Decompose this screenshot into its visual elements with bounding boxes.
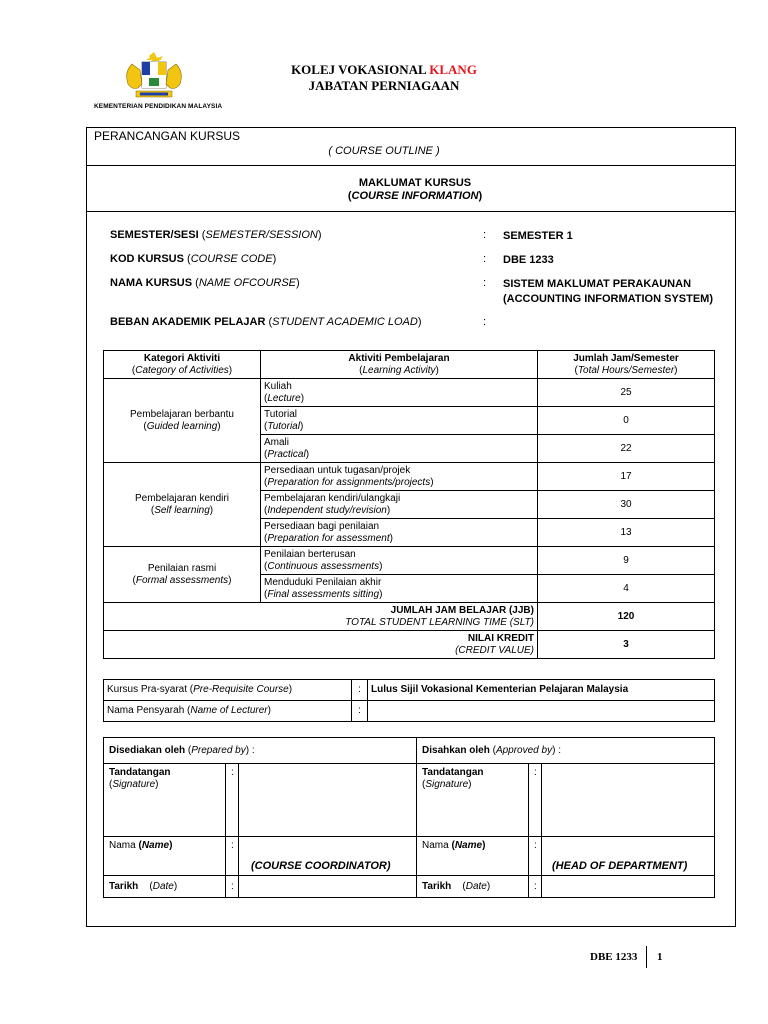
department-name: JABATAN PERNIAGAAN (308, 78, 460, 93)
lecturer-value (368, 701, 715, 722)
colon: : (483, 316, 487, 328)
table-row (104, 701, 715, 722)
name-label: Nama (Name) (104, 837, 226, 876)
colon: : (483, 229, 487, 241)
course-info-subheading: (COURSE INFORMATION) (347, 190, 483, 202)
hours-cell: 4 (538, 575, 715, 603)
table-row (104, 547, 715, 575)
divider-line (86, 165, 736, 166)
prereq-label: Kursus Pra-syarat (Pre-Requisite Course) (104, 680, 352, 701)
field-course-name-value-en: (ACCOUNTING INFORMATION SYSTEM) (503, 293, 714, 305)
table-row (104, 837, 715, 876)
signature-label: Tandatangan (Signature) (104, 764, 226, 837)
total-label-cell: JUMLAH JAM BELAJAR (JJB) TOTAL STUDENT LEARNING TIME (SLT) (104, 603, 538, 631)
hours-cell: 25 (538, 379, 715, 407)
field-academic-load-label: BEBAN AKADEMIK PELAJAR (STUDENT ACADEMIC LOAD) (110, 316, 422, 328)
colon: : (483, 277, 487, 289)
college-place: KLANG (429, 62, 477, 77)
prerequisite-table (103, 679, 715, 722)
course-info-heading: MAKLUMAT KURSUS (358, 177, 472, 189)
signature-field-prepared (239, 764, 417, 837)
date-label: Tarikh (Date) (104, 876, 226, 898)
activity-cell: Kuliah (Lecture) (261, 379, 538, 407)
colon: : (226, 876, 239, 898)
approved-by-label: Disahkan oleh (Approved by) : (417, 738, 715, 764)
field-course-code-label: KOD KURSUS (COURSE CODE) (110, 253, 277, 265)
activity-cell: Tutorial (Tutorial) (261, 407, 538, 435)
table-header-row (104, 351, 715, 379)
colon: : (529, 876, 542, 898)
date-field-prepared (239, 876, 417, 898)
table-row (104, 876, 715, 898)
table-row (104, 463, 715, 491)
activity-cell: Menduduki Penilaian akhir (Final assessments sitting) (261, 575, 538, 603)
footer-course-code: DBE 1233 (590, 951, 638, 963)
coordinator-label: (COURSE COORDINATOR) (239, 837, 417, 876)
category-cell: Pembelajaran kendiri (Self learning) (104, 463, 261, 547)
prereq-value: Lulus Sijil Vokasional Kementerian Pelajaran Malaysia (368, 680, 715, 701)
hours-cell: 22 (538, 435, 715, 463)
activity-cell: Persediaan untuk tugasan/projek (Preparation for assignments/projects) (261, 463, 538, 491)
header-category: Kategori Aktiviti (Category of Activities) (104, 351, 261, 379)
learning-activities-table (103, 350, 715, 659)
colon: : (529, 764, 542, 837)
field-semester-label: SEMESTER/SESI (SEMESTER/SESSION) (110, 229, 322, 241)
lecturer-label: Nama Pensyarah (Name of Lecturer) (104, 701, 352, 722)
activity-cell: Penilaian berterusan (Continuous assessments) (261, 547, 538, 575)
hours-cell: 30 (538, 491, 715, 519)
colon: : (352, 701, 368, 722)
category-cell: Pembelajaran berbantu (Guided learning) (104, 379, 261, 463)
activity-cell: Amali (Practical) (261, 435, 538, 463)
head-of-department-label: (HEAD OF DEPARTMENT) (542, 837, 715, 876)
ministry-name: KEMENTERIAN PENDIDIKAN MALAYSIA (94, 103, 223, 110)
table-row (104, 764, 715, 837)
field-semester-value: SEMESTER 1 (503, 230, 573, 242)
signature-field-approved (542, 764, 715, 837)
field-course-name-value: SISTEM MAKLUMAT PERAKAUNAN (503, 278, 692, 290)
table-row (104, 680, 715, 701)
total-row (104, 603, 715, 631)
colon: : (483, 253, 487, 265)
credit-label-cell: NILAI KREDIT (CREDIT VALUE) (104, 631, 538, 659)
colon: : (226, 837, 239, 876)
prepared-by-label: Disediakan oleh (Prepared by) : (104, 738, 417, 764)
date-label: Tarikh (Date) (417, 876, 529, 898)
hours-cell: 9 (538, 547, 715, 575)
activity-cell: Persediaan bagi penilaian (Preparation for assessment) (261, 519, 538, 547)
colon: : (352, 680, 368, 701)
header-hours: Jumlah Jam/Semester (Total Hours/Semester) (538, 351, 715, 379)
name-label: Nama (Name) (417, 837, 529, 876)
divider-line (86, 211, 736, 212)
field-course-code-value: DBE 1233 (503, 254, 554, 266)
college-prefix: KOLEJ VOKASIONAL (291, 62, 427, 77)
credit-value-cell: 3 (538, 631, 715, 659)
header-activity: Aktiviti Pembelajaran (Learning Activity) (261, 351, 538, 379)
date-field-approved (542, 876, 715, 898)
hours-cell: 17 (538, 463, 715, 491)
total-value-cell: 120 (538, 603, 715, 631)
credit-row (104, 631, 715, 659)
signature-label: Tandatangan (Signature) (417, 764, 529, 837)
field-course-name-label: NAMA KURSUS (NAME OFCOURSE) (110, 277, 300, 289)
document-subtitle: ( COURSE OUTLINE ) (328, 145, 440, 157)
table-row (104, 379, 715, 407)
colon: : (529, 837, 542, 876)
document-title: PERANCANGAN KURSUS (94, 129, 241, 143)
category-cell: Penilaian rasmi (Formal assessments) (104, 547, 261, 603)
signature-table (103, 737, 715, 898)
page-number: 1 (657, 951, 663, 963)
table-row (104, 738, 715, 764)
footer-separator (646, 946, 647, 968)
activity-cell: Pembelajaran kendiri/ulangkaji (Independent study/revision) (261, 491, 538, 519)
hours-cell: 0 (538, 407, 715, 435)
colon: : (226, 764, 239, 837)
college-name (0, 62, 768, 78)
hours-cell: 13 (538, 519, 715, 547)
